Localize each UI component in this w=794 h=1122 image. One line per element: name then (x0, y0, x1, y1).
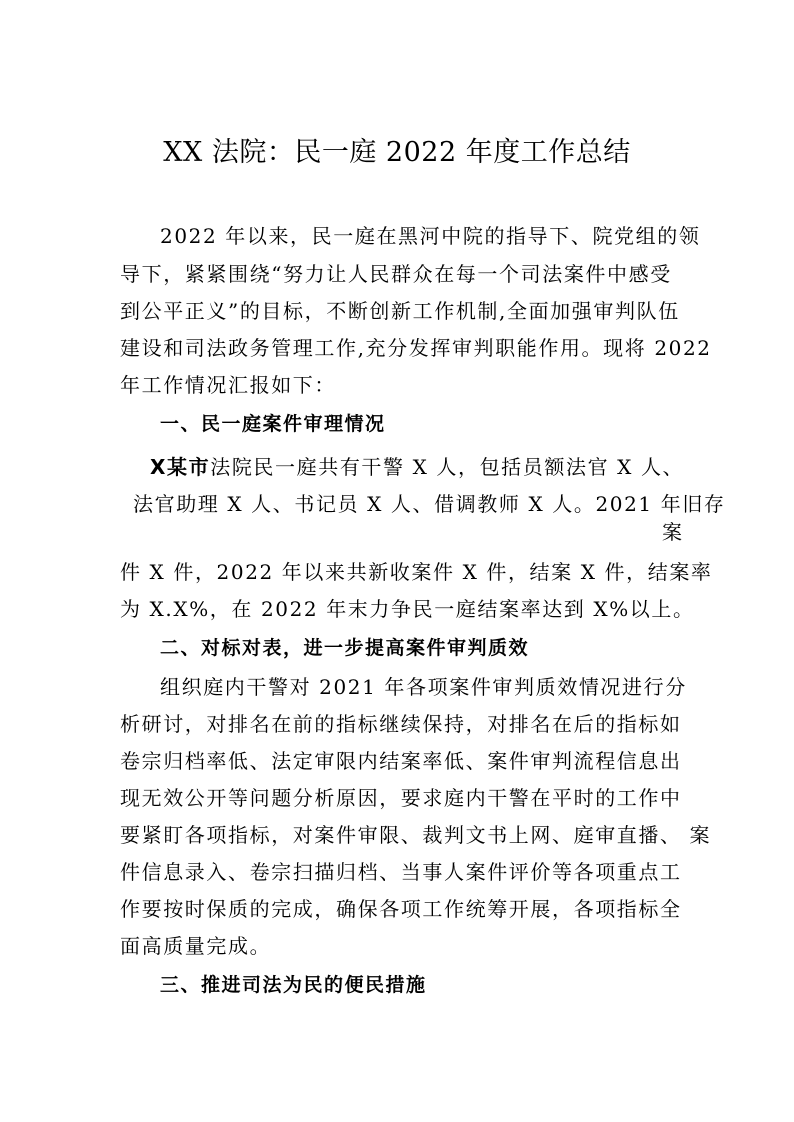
section-1-line-2: 法官助理 X 人、书记员 X 人、借调教师 X 人。2021 年旧存 (133, 492, 726, 516)
intro-line-3: 到公平正义”的目标，不断创新工作机制,全面加强审判队伍 (120, 299, 680, 323)
document-title: XX 法院：民一庭 2022 年度工作总结 (163, 137, 631, 168)
section-1-line-1 (150, 452, 712, 482)
section-1-line-1-prefix: X某市 (150, 455, 211, 479)
section-2-line-8: 面高质量完成。 (120, 934, 272, 958)
section-2-heading: 二、对标对表，进一步提高案件审判质效 (160, 637, 530, 659)
intro-line-1: 2022 年以来，民一庭在黑河中院的指导下、院党组的领 (160, 224, 701, 248)
intro-line-4: 建设和司法政务管理工作,充分发挥审判职能作用。现将 2022 (120, 336, 712, 360)
section-2-line-4: 现无效公开等问题分析原因，要求庭内干警在平时的工作中 (120, 786, 682, 810)
section-1-heading: 一、民一庭案件审理情况 (160, 413, 386, 435)
intro-line-5: 年工作情况汇报如下： (120, 373, 336, 397)
section-2-line-3: 卷宗归档率低、法定审限内结案率低、案件审判流程信息出 (120, 749, 682, 773)
section-2-line-5: 要紧盯各项指标，对案件审限、裁判文书上网、庭审直播、 案 (120, 823, 712, 847)
intro-line-2: 导下，紧紧围绕“努力让人民群众在每一个司法案件中感受 (120, 262, 672, 286)
section-1-line-2-tail: 案 (662, 520, 682, 544)
section-1-line-1-rest: 法院民一庭共有干警 X 人，包括员额法官 X 人、 (210, 455, 685, 479)
section-2-line-2: 析研讨，对排名在前的指标继续保持，对排名在后的指标如 (120, 712, 682, 736)
section-3-heading: 三、推进司法为民的便民措施 (160, 974, 427, 996)
section-2-line-1: 组织庭内干警对 2021 年各项案件审判质效情况进行分 (160, 675, 687, 699)
section-1-line-4: 为 X.X%，在 2022 年末力争民一庭结案率达到 X%以上。 (120, 597, 695, 621)
section-2-line-6: 件信息录入、卷宗扫描归档、当事人案件评价等各项重点工 (120, 860, 682, 884)
section-1-line-3: 件 X 件，2022 年以来共新收案件 X 件，结案 X 件，结案率 (120, 560, 713, 584)
section-2-line-7: 作要按时保质的完成，确保各项工作统筹开展，各项指标全 (120, 897, 682, 921)
